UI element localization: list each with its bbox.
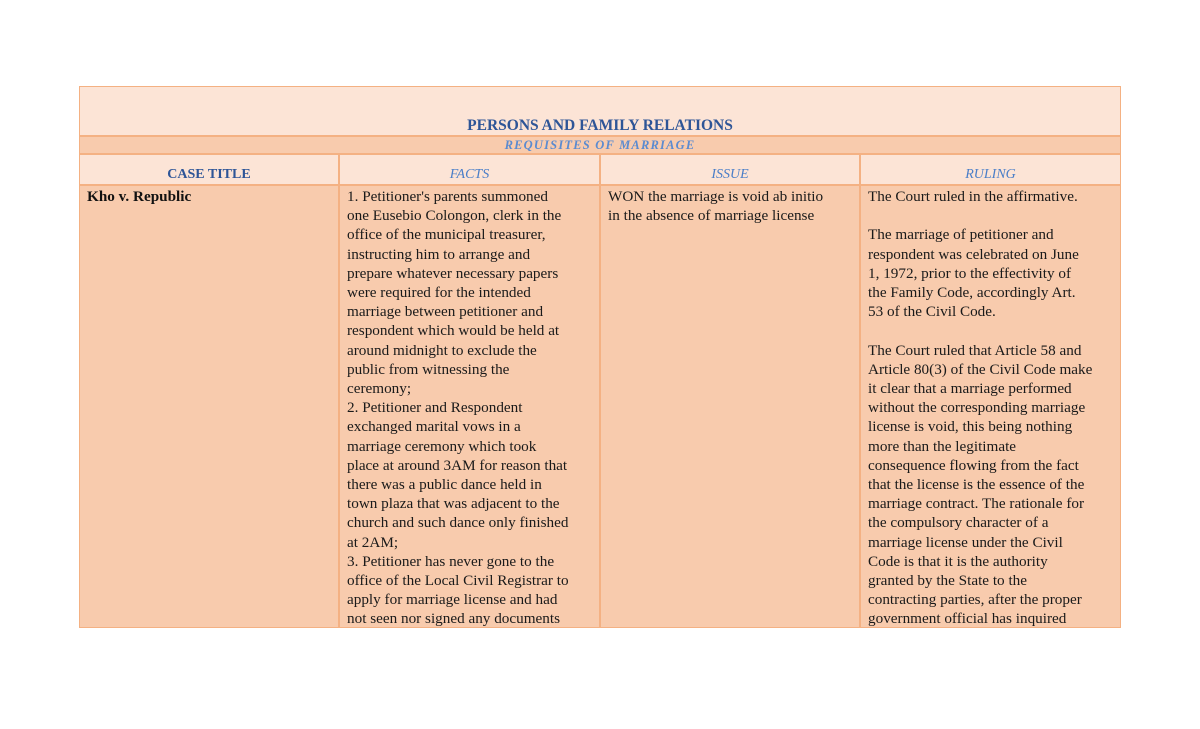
table-cell-case-title	[79, 185, 339, 628]
facts-text: 1. Petitioner's parents summoned one Eusebio Colongon, clerk in the office of the municipal treasurer, instructing him to arrange and prepare whatever necessary papers were required for the intended marriage between petitioner and respondent which would be held at around midnight to exclude the public from witnessing the ceremony; 2. Petitioner and Respondent exchanged marital vows in a marriage ceremony which took place at around 3AM for reason that there was a public dance held in town plaza that was adjacent to the church and such dance only finished at 2AM; 3. Petitioner has never gone to the office of the Local Civil Registrar to apply for marriage license and had not seen nor signed any documents	[347, 188, 569, 628]
header-case-title-label: CASE TITLE	[167, 167, 251, 182]
case-digest-table	[79, 86, 1121, 628]
document-subtitle-band	[79, 136, 1121, 154]
header-ruling	[860, 154, 1121, 185]
table-cell-ruling	[860, 185, 1121, 628]
header-issue-label: ISSUE	[711, 167, 749, 182]
table-cell-issue	[600, 185, 860, 628]
header-facts	[339, 154, 600, 185]
header-issue	[600, 154, 860, 185]
case-title-text: Kho v. Republic	[87, 188, 192, 205]
ruling-text: The Court ruled in the affirmative. The marriage of petitioner and respondent was celebrated on June 1, 1972, prior to the effectivity of the Family Code, accordingly Art. 53 of the Civil Code. The Court ruled that Article 58 and Article 80(3) of the Civil Code make it clear that a marriage performed without the corresponding marriage license is void, this being nothing more than the legitimate consequence flowing from the fact that the license is the essence of the marriage contract. The rationale for the compulsory character of a marriage license under the Civil Code is that it is the authority granted by the State to the contracting parties, after the proper government official has inquired	[868, 188, 1093, 628]
document-title-band	[79, 86, 1121, 136]
issue-text: WON the marriage is void ab initio in the absence of marriage license	[608, 188, 824, 225]
header-case-title	[79, 154, 339, 185]
document-subtitle: REQUISITES OF MARRIAGE	[504, 138, 696, 152]
header-facts-label: FACTS	[449, 167, 490, 182]
header-ruling-label: RULING	[965, 167, 1016, 182]
table-cell-facts	[339, 185, 600, 628]
document-title: PERSONS AND FAMILY RELATIONS	[467, 117, 733, 134]
